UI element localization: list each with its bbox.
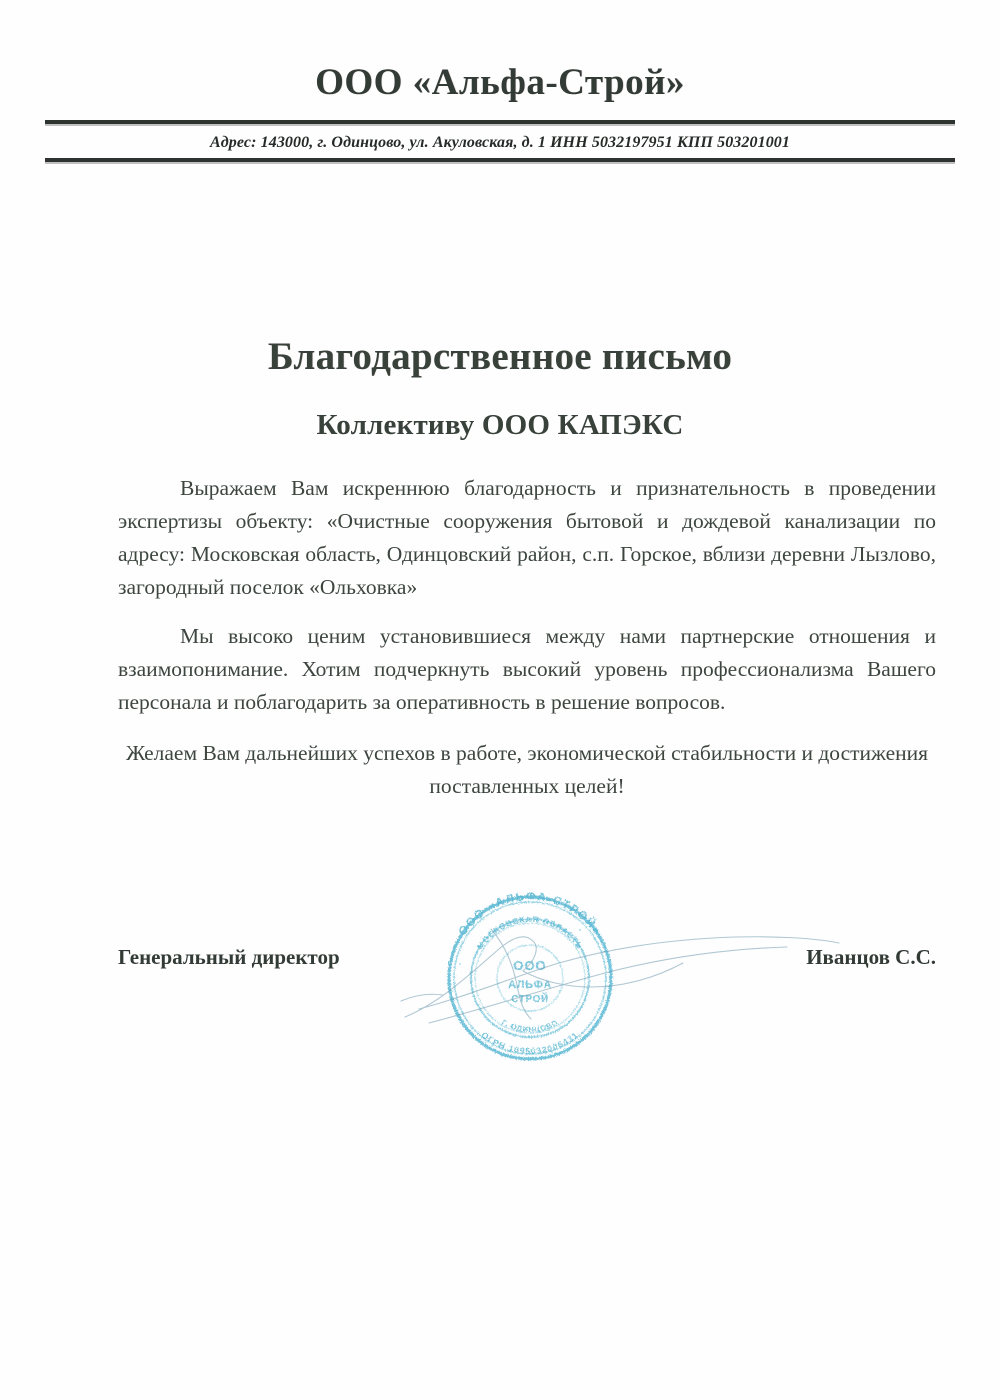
- svg-text:ООО: ООО: [513, 958, 547, 973]
- svg-text:МОСКОВСКАЯ ОБЛАСТЬ: МОСКОВСКАЯ ОБЛАСТЬ: [475, 914, 585, 951]
- body-closing-paragraph: Желаем Вам дальнейших успехов в работе, экономической стабильности и достижения поставленных целей!: [125, 741, 929, 798]
- body-paragraph-1: Выражаем Вам искреннюю благодарность и признательность в проведении экспертизы объекту: «Очистные сооружения бытовой и дождевой канализации по адресу: Московская область, Одинцовский район, с.п. Горское, вблизи деревни Лызлово, загородный поселок «Ольховка»: [118, 476, 936, 599]
- letterhead-divider-top: [45, 120, 955, 124]
- svg-text:ООО «АЛЬФА-СТРОЙ»: ООО «АЛЬФА-СТРОЙ»: [456, 890, 604, 938]
- svg-text:АЛЬФА: АЛЬФА: [508, 979, 552, 991]
- signatory-name: Иванцов С.С.: [806, 945, 936, 969]
- letter-body: [118, 472, 936, 803]
- company-address-line: Адрес: 143000, г. Одинцово, ул. Акуловская, д. 1 ИНН 5032197951 КПП 503201001: [210, 134, 790, 151]
- round-company-seal-stamp-icon: [430, 878, 630, 1078]
- handwritten-signature-icon: [395, 905, 845, 1035]
- letterhead: [0, 0, 1000, 103]
- svg-text:ОГРН 1095032006431: ОГРН 1095032006431: [479, 1029, 581, 1057]
- signatory-title: Генеральный директор: [118, 945, 340, 969]
- body-paragraph-2: Мы высоко ценим установившиеся между нами партнерские отношения и взаимопонимание. Хотим подчеркнуть высокий уровень профессионализма Вашего персонала и поблагодарить за оперативность в решение вопросов.: [118, 624, 936, 714]
- svg-text:Г. ОДИНЦОВО: Г. ОДИНЦОВО: [500, 1017, 560, 1035]
- addressee-title: Коллективу ООО КАПЭКС: [316, 409, 684, 441]
- page-title: Благодарственное письмо: [267, 335, 733, 378]
- letterhead-divider-bottom: [45, 158, 955, 162]
- signature-row: [118, 945, 936, 970]
- company-name: ООО «Альфа-Строй»: [315, 62, 685, 103]
- svg-text:СТРОЙ: СТРОЙ: [511, 994, 549, 1005]
